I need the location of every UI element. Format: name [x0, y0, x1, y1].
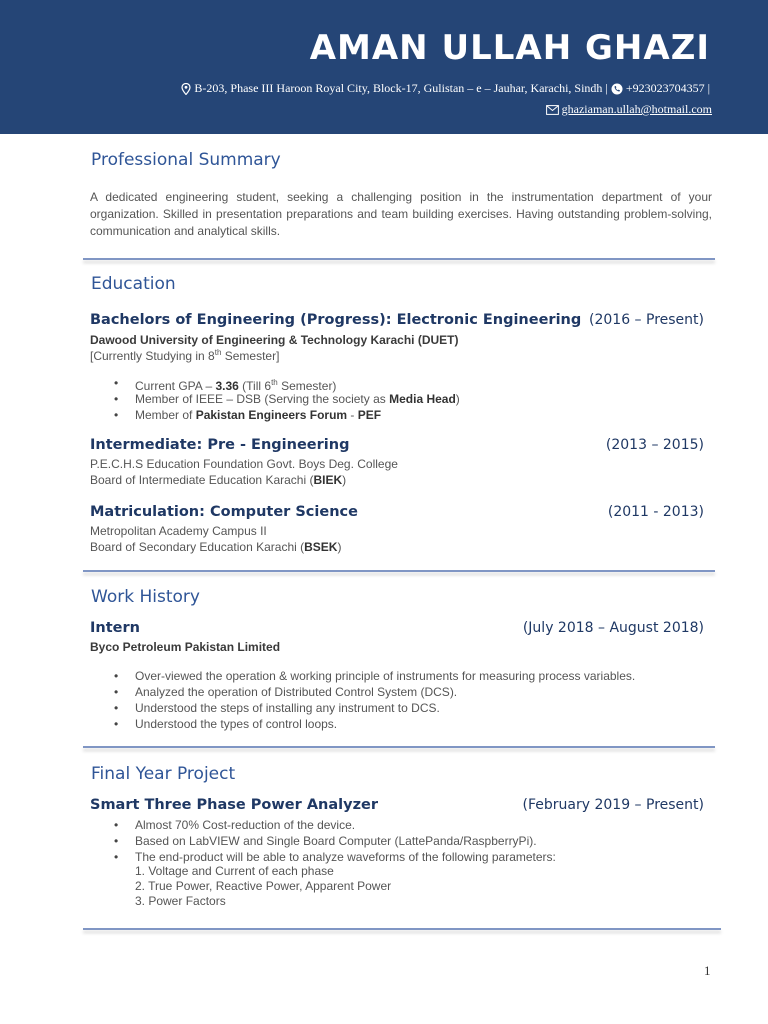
phone-text[interactable]: +923023704357 | [625, 81, 710, 95]
project-bullets [90, 817, 556, 865]
intermediate-dates: (2013 – 2015) [605, 437, 704, 453]
section-title-education: Education [91, 274, 176, 294]
work-role: Intern [90, 620, 140, 636]
work-dates: (July 2018 – August 2018) [522, 620, 704, 636]
section-title-summary: Professional Summary [91, 150, 281, 170]
list-item: • Almost 70% Cost-reduction of the device. [90, 817, 556, 833]
matriculation-degree: Matriculation: Computer Science [90, 504, 358, 520]
location-pin-icon [181, 83, 191, 95]
intermediate-institution: P.E.C.H.S Education Foundation Govt. Boys Deg. College [90, 457, 398, 471]
section-divider [83, 570, 715, 572]
candidate-name: AMAN ULLAH GHAZI [309, 28, 710, 68]
section-divider [83, 746, 715, 748]
section-divider [83, 928, 721, 930]
bachelors-degree: Bachelors of Engineering (Progress): Electronic Engineering [90, 312, 582, 328]
project-parameter: 1. Voltage and Current of each phase [135, 864, 334, 878]
list-item: • Current GPA – 3.36 (Till 6th Semester) [90, 375, 460, 391]
phone-icon [611, 83, 623, 95]
bachelors-bullets [90, 375, 460, 423]
list-item: • Understood the steps of installing any instrument to DCS. [90, 700, 635, 716]
page-number: 1 [704, 963, 711, 978]
list-item: • Analyzed the operation of Distributed Control System (DCS). [90, 684, 635, 700]
header-banner [0, 0, 768, 134]
matriculation-board: Board of Secondary Education Karachi (BSEK) [90, 540, 342, 554]
summary-paragraph: A dedicated engineering student, seeking a challenging position in the instrumentation department of your organization. Skilled in presentation preparations and team building exercises. Having outstanding problem-solving, communication and analytical skills. [90, 190, 712, 238]
list-item: • Over-viewed the operation & working principle of instruments for measuring process variables. [90, 668, 635, 684]
project-parameter: 2. True Power, Reactive Power, Apparent Power [135, 879, 392, 893]
list-item: • Understood the types of control loops. [90, 716, 635, 732]
email-link[interactable]: ghaziaman.ullah@hotmail.com [561, 102, 712, 116]
bachelors-status: [Currently Studying in 8th Semester] [90, 348, 280, 363]
envelope-icon [546, 105, 559, 115]
section-divider [83, 258, 715, 260]
section-title-project: Final Year Project [91, 764, 236, 784]
contact-address-line [181, 81, 710, 96]
intermediate-degree: Intermediate: Pre - Engineering [90, 437, 350, 453]
list-item: • Member of IEEE – DSB (Serving the society as Media Head) [90, 391, 460, 407]
list-item: • The end-product will be able to analyze waveforms of the following parameters: [90, 849, 556, 865]
matriculation-institution: Metropolitan Academy Campus II [90, 524, 267, 538]
project-parameter: 3. Power Factors [135, 894, 226, 908]
intermediate-board: Board of Intermediate Education Karachi (BIEK) [90, 473, 347, 487]
address-text: B-203, Phase III Haroon Royal City, Block-17, Gulistan – e – Jauhar, Karachi, Sindh | [194, 81, 608, 95]
project-name: Smart Three Phase Power Analyzer [90, 797, 378, 813]
work-company: Byco Petroleum Pakistan Limited [90, 640, 281, 654]
work-bullets [90, 668, 635, 732]
bachelors-dates: (2016 – Present) [589, 312, 704, 328]
matriculation-dates: (2011 - 2013) [607, 504, 704, 520]
section-title-work: Work History [91, 587, 200, 607]
list-item: • Based on LabVIEW and Single Board Computer (LattePanda/RaspberryPi). [90, 833, 556, 849]
bachelors-institution: Dawood University of Engineering & Technology Karachi (DUET) [90, 333, 459, 347]
list-item: • Member of Pakistan Engineers Forum - PEF [90, 407, 460, 423]
project-dates: (February 2019 – Present) [522, 797, 704, 813]
contact-email-line [546, 102, 712, 117]
